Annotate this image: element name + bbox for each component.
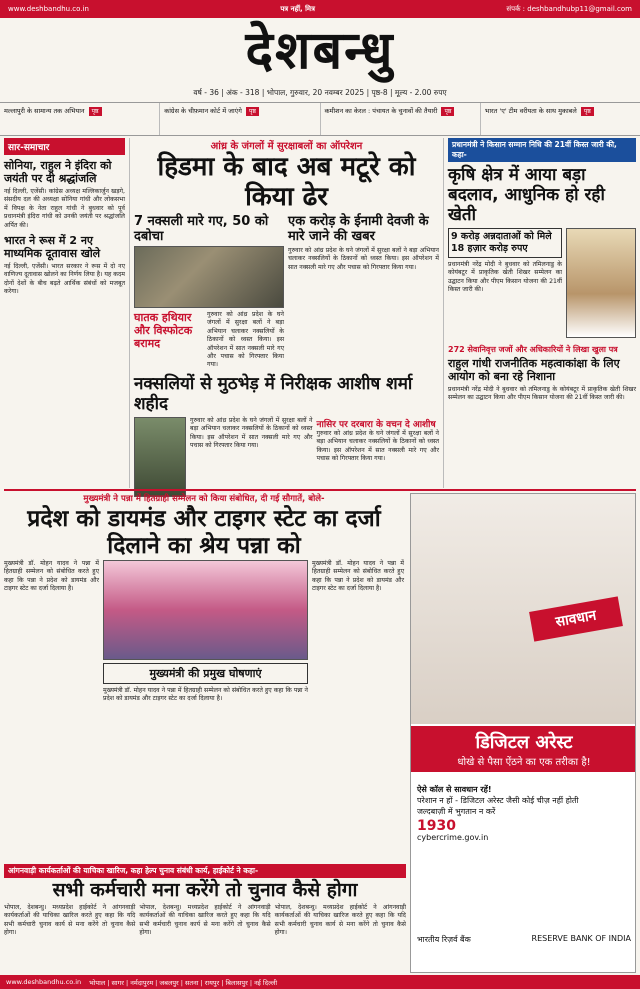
ad-headline: डिजिटल अरेस्ट: [475, 732, 573, 753]
brief-body: नई दिल्ली, एजेंसी। भारत सरकार ने रूस में दो नए वाणिज्य दूतावास खोलने का निर्णय लिया है। यह कदम दोनों देशों के बीच बढ़ते आर्थिक संबंधों को मजबूत करेगा।: [4, 263, 125, 296]
warning-badge: सावधान: [529, 596, 623, 641]
teaser-item[interactable]: कांग्रेस के चीफ़मान कोर्ट में जाएंगे पृष्ठ: [160, 103, 320, 135]
newspaper-title: देशबन्धु: [245, 20, 395, 81]
top-bar: [0, 0, 640, 18]
ad-footer: भारतीय रिज़र्व बैंक RESERVE BANK OF INDIA: [417, 934, 631, 944]
right-kicker: प्रधानमंत्री ने किसान सम्मान निधि की 21वीं किस्त जारी की, कहा-: [448, 138, 636, 162]
lead-story: [134, 138, 439, 488]
pradesh-body: मुख्यमंत्री डॉ. मोहन यादव ने पन्ना में हितग्राही सम्मेलन को संबोधित करते हुए कहा कि पन्ना ने प्रदेश को डायमंड और टाइगर स्टेट का दर्जा दिलाया है।: [4, 560, 99, 593]
section-heading: सार-समाचार: [4, 138, 125, 155]
lead-kicker: आंध्र के जंगलों में सुरक्षाबलों का ऑपरेशन: [210, 141, 363, 152]
right-headline-2[interactable]: राहुल गांधी राजनीतिक महत्वाकांक्षा के लिए आयोग को बना रहे निशाना: [448, 357, 620, 383]
footer-website[interactable]: www.deshbandhu.co.in: [6, 978, 82, 986]
pradesh-body-2: मुख्यमंत्री डॉ. मोहन यादव ने पन्ना में हितग्राही सम्मेलन को संबोधित करते हुए कहा कि पन्ना ने प्रदेश को डायमंड और टाइगर स्टेट का दर्जा दिलाया है।: [312, 560, 404, 593]
teaser-strip: [0, 102, 640, 136]
right-kicker-2: 272 सेवानिवृत्त जजों और अधिकारियों ने लिखा खुला पत्र: [448, 345, 618, 354]
dateline: वर्ष - 36 | अंक - 318 | भोपाल, गुरुवार, 20 नवम्बर 2025 | पृष्ठ-8 | मूल्य - 2.00 रुपए: [193, 88, 447, 97]
encounter-headline[interactable]: नक्सलियों से मुठभेड़ में निरीक्षक आशीष शर्मा शहीद: [134, 373, 413, 414]
right-subhead: 9 करोड़ अन्नदाताओं को मिले 18 हज़ार करोड़ रुपए: [448, 228, 562, 258]
ad-tips: ऐसे कॉल से सावधान रहें! परेशान न हों - डिजिटल अरेस्ट जैसी कोई चीज़ नहीं होती जल्दबाज़ी में भुगतान न करें 1930 cybercrime.gov.in: [417, 784, 631, 843]
rbi-advertisement[interactable]: [410, 493, 636, 973]
bottom-headline[interactable]: सभी कर्मचारी मना करेंगे तो चुनाव कैसे होगा: [52, 879, 358, 901]
section-divider: [4, 489, 636, 491]
bottom-body: भोपाल, देशबन्धु। मध्यप्रदेश हाईकोर्ट ने आंगनवाड़ी कार्यकर्ताओं की याचिका खारिज करते हुए कहा कि यदि सभी कर्मचारी चुनाव कार्य से मना करेंगे तो चुनाव कैसे होगा।: [4, 904, 136, 937]
lead-subhead: 7 नक्सली मारे गए, 50 को दबोचा: [134, 214, 269, 244]
masthead: [0, 20, 640, 90]
second-subhead: एक करोड़ के ईनामी देवजी के मारे जाने की खबर: [288, 214, 429, 244]
helpline-number: 1930: [417, 818, 456, 834]
brief-body: नई दिल्ली, एजेंसी। कांग्रेस अध्यक्ष मल्लिकार्जुन खड़गे, संसदीय दल की अध्यक्षा सोनिया गांधी और लोकसभा में विपक्ष के नेता राहुल गांधी ने बुधवार को पूर्व प्रधानमंत्री इंदिरा गांधी को उनकी जयंती पर श्रद्धांजलि अर्पित की।: [4, 188, 125, 229]
bottom-body: भोपाल, देशबन्धु। मध्यप्रदेश हाईकोर्ट ने आंगनवाड़ी कार्यकर्ताओं की याचिका खारिज करते हुए कहा कि यदि सभी कर्मचारी चुनाव कार्य से मना करेंगे तो चुनाव कैसे होगा।: [139, 904, 271, 937]
teaser-item[interactable]: भारत 'ए' टीम वरीयता के साथ मुकाबले पृष्ठ: [481, 103, 640, 135]
ad-banner: [411, 726, 636, 772]
news-brief-column: [4, 138, 130, 488]
bottom-body: भोपाल, देशबन्धु। मध्यप्रदेश हाईकोर्ट ने आंगनवाड़ी कार्यकर्ताओं की याचिका खारिज करते हुए कहा कि यदि सभी कर्मचारी चुनाव कार्य से मना करेंगे तो चुनाव कैसे होगा।: [274, 904, 406, 937]
announcements-box: मुख्यमंत्री की प्रमुख घोषणाएं: [103, 663, 308, 684]
website-link[interactable]: www.deshbandhu.co.in: [8, 5, 89, 13]
encounter-body: गुरुवार को आंध्र प्रदेश के घने जंगलों में सुरक्षा बलों ने बड़ा अभियान चलाकर नक्सलियों के ठिकानों को ध्वस्त किया। इस ऑपरेशन में सात नक्सली मारे गए और पचास को गिरफ्तार किया गया।: [190, 416, 313, 450]
bottom-story: [4, 904, 406, 974]
encounter-subhead: नासिर पर दरबारा के वचन दे आशीष: [316, 419, 436, 430]
weapons-photo: [134, 246, 284, 308]
officer-photo: [134, 417, 186, 497]
cyber-site: cybercrime.gov.in: [417, 833, 489, 842]
encounter-body-2: गुरुवार को आंध्र प्रदेश के घने जंगलों में सुरक्षा बलों ने बड़ा अभियान चलाकर नक्सलियों के ठिकानों को ध्वस्त किया। इस ऑपरेशन में सात नक्सली मारे गए और पचास को गिरफ्तार किया गया।: [316, 429, 439, 463]
lead-body: गुरुवार को आंध्र प्रदेश के घने जंगलों में सुरक्षा बलों ने बड़ा अभियान चलाकर नक्सलियों के ठिकानों को ध्वस्त किया। इस ऑपरेशन में सात नक्सली मारे गए और पचास को गिरफ्तार किया गया।: [207, 311, 284, 369]
pradesh-headline[interactable]: प्रदेश को डायमंड और टाइगर स्टेट का दर्जा दिलाने का श्रेय पन्ना को: [27, 506, 381, 559]
teaser-item[interactable]: मल्लापुरी के सामान्य तक अभियान पृष्ठ: [0, 103, 160, 135]
tagline: पत्र नहीं, मित्र: [280, 4, 315, 13]
brief-headline[interactable]: भारत ने रूस में 2 नए माध्यमिक दूतावास खोले: [4, 234, 101, 261]
contact-email[interactable]: संपर्क : deshbandhubp11@gmail.com: [506, 4, 632, 13]
pradesh-kicker: मुख्यमंत्री ने पन्ना में हितग्राही सम्मेलन को किया संबोधित, दी गई सौगातें, बोले-: [83, 494, 325, 504]
bottom-kicker: आंगनवाड़ी कार्यकर्ताओं की याचिका खारिज, कहा हेल्प चुनाव संबंधी कार्य, हाईकोर्ट ने कहा-: [4, 864, 406, 878]
lead-headline[interactable]: हिडमा के बाद अब मटूरे को किया ढेर: [157, 152, 416, 212]
photo-caption: घातक हथियार और विस्फोटक बरामद: [134, 311, 193, 350]
announcements-body: मुख्यमंत्री डॉ. मोहन यादव ने पन्ना में हितग्राही सम्मेलन को संबोधित करते हुए कहा कि पन्ना ने प्रदेश को डायमंड और टाइगर स्टेट का दर्जा दिलाया है।: [103, 687, 308, 703]
second-body: गुरुवार को आंध्र प्रदेश के घने जंगलों में सुरक्षा बलों ने बड़ा अभियान चलाकर नक्सलियों के ठिकानों को ध्वस्त किया। इस ऑपरेशन में सात नक्सली मारे गए और पचास को गिरफ्तार किया गया।: [288, 247, 439, 271]
right-column: [443, 138, 636, 488]
teaser-item[interactable]: कमीशन का केरल : पंचायत के चुनावों की तैयारी पृष्ठ: [321, 103, 481, 135]
right-body: प्रधानमंत्री नरेंद्र मोदी ने बुधवार को तमिलनाडु के कोयंबटूर में प्राकृतिक खेती शिखर सम्मेलन का उद्घाटन किया और पीएम किसान योजना की 21वीं किस्त जारी की।: [448, 261, 562, 294]
pradesh-story: [4, 560, 404, 860]
brief-headline[interactable]: सोनिया, राहुल ने इंदिरा को जयंती पर दी श्रद्धांजलि: [4, 159, 112, 185]
ad-subhead: धोखे से पैसा ऐंठने का एक तरीका है!: [457, 757, 591, 768]
event-photo: [103, 560, 308, 660]
pm-photo: [566, 228, 636, 338]
right-headline[interactable]: कृषि क्षेत्र में आया बड़ा बदलाव, आधुनिक हो रही खेती: [448, 165, 605, 225]
right-body-2: प्रधानमंत्री नरेंद्र मोदी ने बुधवार को तमिलनाडु के कोयंबटूर में प्राकृतिक खेती शिखर सम्मेलन का उद्घाटन किया और पीएम किसान योजना की 21वीं किस्त जारी की।: [448, 386, 636, 402]
footer-bar: [0, 975, 640, 989]
footer-cities: भोपाल | सागर | नर्मदापुरम | जबलपुर | सतना | रायपुर | बिलासपुर | नई दिल्ली: [89, 978, 278, 987]
